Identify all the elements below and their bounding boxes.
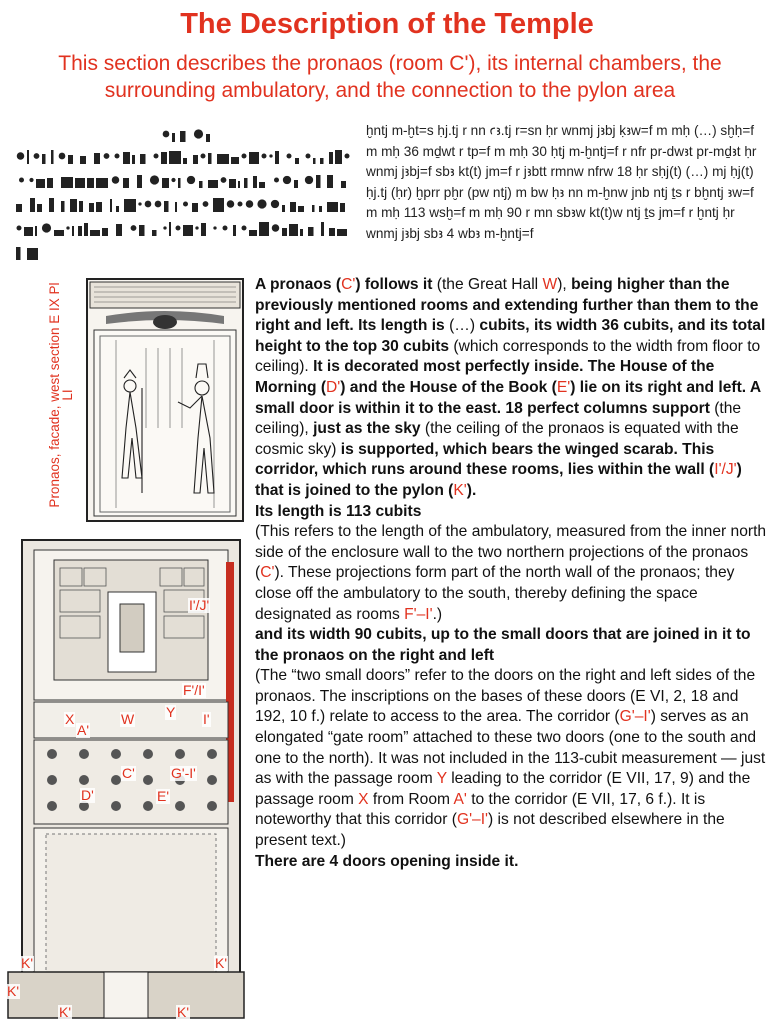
hieroglyph-mark [80,156,86,164]
p5-segment: ) serves as an elongated “gate room” attached to these two doors (one to the south and one to the north). It was not included in the 113-cubit measurement — just as with the passage room [255,708,766,788]
hieroglyph-mark [195,226,198,229]
hieroglyph-mark [90,230,100,236]
hieroglyph-mark [24,227,33,236]
hieroglyph-mark [313,158,316,164]
hieroglyph-mark [29,178,33,182]
p1-segment: cubits, its width 36 cubits, and its total height to the top 30 cubits [255,317,766,355]
hieroglyph-mark [115,154,120,159]
hieroglyph-mark [233,225,236,236]
hieroglyph-mark [61,201,65,212]
hieroglyph-mark [116,206,119,212]
p1-segment: K' [453,481,467,499]
p3-segment: C' [260,564,275,582]
plan-label-e: E' [157,788,170,804]
hieroglyph-mark [238,181,240,188]
hieroglyph-mark [180,131,186,142]
hieroglyph-mark [169,151,181,164]
hieroglyph-mark [308,227,314,236]
plan-column-mark [111,749,121,759]
plan-label-y: Y [166,704,176,720]
hieroglyph-mark [213,226,216,229]
plan-label-k2: K' [215,955,228,971]
hieroglyph-mark [319,206,322,212]
hieroglyph-mark [199,181,203,188]
p1-segment: ), [557,276,572,293]
paragraph-length-note [255,522,770,625]
p1-segment: just as the sky [313,420,421,438]
plan-label-fi: F'/I' [183,682,205,698]
hieroglyph-mark [47,178,53,188]
hieroglyph-mark [59,153,66,160]
hieroglyph-mark [193,155,198,164]
hieroglyph-mark [246,200,254,208]
hieroglyph-mark [131,225,137,231]
p1-segment: ) that is joined to the pylon ( [255,461,742,499]
p1-segment: ). [466,481,477,499]
p3-segment: (This refers to the length of the ambulatory, measured from the inner north side of the enclosure wall to the two northern projections of the pronaos ( [255,523,767,582]
hieroglyph-mark [162,178,169,188]
hieroglyph-mark [172,133,175,142]
plan-column-mark [47,775,57,785]
p1-segment: W [542,276,558,293]
page-title: The Description of the Temple [180,8,594,40]
hieroglyph-mark [123,152,130,164]
hieroglyph-mark [42,154,46,164]
hieroglyph-mark [289,224,298,236]
hieroglyph-mark [54,230,64,236]
hieroglyph-mark [300,229,303,236]
plan-column-mark [143,775,153,785]
hieroglyph-mark [275,151,279,164]
plan-column-mark [143,749,153,759]
hieroglyph-mark [94,153,100,164]
hieroglyph-mark [213,198,224,212]
plan-column-mark [47,801,57,811]
hieroglyph-mark [27,248,38,260]
hieroglyph-mark [340,203,345,212]
hieroglyph-mark [116,224,122,236]
transliteration-text: ḫntj m-ḫt=s ḥj.tj r nn ꜥꜣ.tj r=sn ḥr wnmj jꜣbj ḳꜣw=f m mḥ (…) sḫḥ=f m mḥ 36 mḏwt r tp=f m mḥ 30 ḥtj m-ḫntj=f r nfr pr-dwꜣt pr-mḏꜣt ḥr wnmj jꜣbj=f sbꜣ kt(t) jm=f r jꜣbtt rmnw nfrw 18 ḥr sḥj(t) (…) mj ḥj(t) ḥj.tj (ḥr) ḫprr pḫr (pw ntj) m bw ḥꜣ nn m-ḫnw jnb ntj ṯs r bḫntj ꜣw=f m mḥ 113 wsḫ=f m mḥ 90 r mn sbꜣw kt(t)w ntj ṯs jm=f r ḫntj ḥr wnmj jꜣbj sbꜣ 4 wbꜣ m-ḫntj=f [366,123,757,241]
hieroglyph-mark [78,226,82,236]
hieroglyph-mark [102,228,108,236]
hieroglyph-mark [183,202,188,207]
p1-segment: follows it [364,276,433,293]
hieroglyph-mark [208,180,218,188]
page-subtitle: This section describes the pronaos (room C'), its internal chambers, the surrounding ambulatory, and the connection to the pylon area [58,52,722,102]
p1-segment: It is decorated most perfectly inside. The House of the Morning ( [255,358,715,396]
hieroglyph-mark [329,228,335,236]
hieroglyph-mark [217,154,229,164]
hieroglyph-mark [192,203,198,212]
hieroglyph-mark [171,178,175,182]
hieroglyph-mark [72,226,74,236]
hieroglyph-mark [27,150,29,164]
p5-segment: leading to the corridor (E VII, 17, 9) and the passage room [255,770,751,808]
hieroglyph-mark [35,226,37,236]
hieroglyph-mark [321,222,324,236]
hieroglyph-mark [223,226,228,231]
p1-segment: (the Great Hall [432,276,543,293]
hieroglyph-mark [187,176,195,184]
plan-column-mark [207,775,217,785]
hieroglyph-mark [42,223,51,232]
p1-segment: (the ceiling of the pronaos is equated with the cosmic sky) [255,420,739,458]
paragraph-doors: There are 4 doors opening inside it. [255,852,519,870]
hieroglyph-mark [89,203,94,212]
facade-caption [48,280,74,510]
plan-label-k5: K' [177,1004,190,1020]
hieroglyph-mark [194,129,203,138]
hieroglyph-mark [37,204,42,212]
hieroglyph-mark [183,158,187,164]
plan-label-gi: G'-I' [171,765,196,781]
hieroglyph-mark [316,175,321,188]
hieroglyph-mark [51,150,54,164]
hieroglyph-mark [312,205,315,212]
hieroglyph-mark [259,182,265,188]
hieroglyph-mark [139,225,145,236]
hieroglyph-mark [203,201,209,207]
hieroglyph-mark [16,247,21,260]
hieroglyph-mark [201,154,206,159]
hieroglyph-mark [150,175,159,184]
hieroglyph-mark [68,155,73,164]
hieroglyph-mark [262,154,267,159]
p5-segment: from Room [368,790,454,808]
hieroglyph-mark [327,202,338,212]
plan-column-mark [79,749,89,759]
hieroglyph-mark [253,176,257,188]
hieroglyph-mark [206,134,210,142]
hieroglyph-mark [242,226,247,231]
p5-segment: X [358,790,369,808]
hieroglyph-mark [17,152,25,160]
hieroglyph-mark [96,178,108,188]
hieroglyph-mark [294,180,298,188]
p1-segment: ) [355,276,365,293]
hieroglyph-mark [163,226,166,229]
plan-label-x: X [65,711,75,727]
hieroglyph-mark [164,201,169,212]
hieroglyph-mark [287,154,292,159]
p5-segment: Y [436,770,447,788]
hieroglyphic-inscription-image [12,118,354,268]
plan-label-k1: K' [21,955,34,971]
plan-column-mark [207,749,217,759]
pronaos-facade-drawing [86,278,244,522]
p1-segment: ) lie on its right and left. A small door is within it to the east. 18 perfect columns support [255,378,761,417]
hieroglyph-mark [104,153,110,159]
hieroglyph-mark [123,178,129,188]
hieroglyph-mark [229,179,236,188]
hieroglyph-mark [271,200,279,208]
hieroglyph-mark [75,178,85,188]
p1-segment: being higher than the previously mentioned rooms and extending further than them to the right and left. Its length is [255,276,759,335]
plan-column-mark [79,775,89,785]
p5-segment: A' [453,790,467,808]
p5-segment: G'–I' [619,708,651,726]
hieroglyph-mark [137,175,142,188]
plan-label-ij: I'/J' [189,597,210,613]
hieroglyph-mark [257,199,266,208]
plan-column-mark [207,801,217,811]
hieroglyph-mark [112,176,120,184]
hieroglyph-mark [335,150,342,164]
hieroglyph-mark [249,152,259,164]
hieroglyph-mark [283,176,291,184]
hieroglyph-mark [282,228,287,236]
p1-segment: ) and the House of the Book ( [340,378,557,396]
hieroglyph-mark [345,154,350,159]
p1-segment: C' [341,276,356,293]
hieroglyph-mark [66,226,69,229]
hieroglyph-mark [17,226,22,231]
hieroglyph-mark [259,222,269,236]
plan-column-mark [143,801,153,811]
paragraph-pronaos [255,275,770,502]
hieroglyph-mark [282,205,285,212]
p3-segment: .) [432,605,443,623]
plan-label-i: I' [203,711,210,727]
hieroglyph-mark [152,230,157,236]
hieroglyph-mark [231,157,239,164]
hieroglyph-mark [208,153,212,164]
hieroglyph-mark [329,152,333,164]
hieroglyph-mark [70,199,77,212]
hieroglyph-mark [30,198,35,212]
hieroglyph-mark [298,206,304,212]
p5-segment: to the corridor (E VII, 17, 6 f.). It is noteworthy that this corridor ( [255,790,706,829]
hieroglyph-mark [87,178,94,188]
p3-segment: F'–I' [404,605,433,623]
p1-segment: E' [556,378,571,396]
plan-column-mark [175,801,185,811]
hieroglyph-mark [341,181,346,188]
paragraph-length: Its length is 113 cubits [255,502,422,520]
plan-label-a: A' [77,722,90,738]
hieroglyph-mark [221,177,227,183]
hieroglyph-mark [140,154,146,164]
hieroglyph-mark [110,199,112,212]
plan-label-d: D' [81,787,94,803]
p1-segment: is supported, which bears the winged scarab. This corridor, which runs around these rooms, lies within the wall ( [255,440,715,479]
hieroglyph-mark [175,202,177,212]
hieroglyph-mark [305,176,313,184]
plan-label-k3: K' [7,983,20,999]
hieroglyph-mark [34,153,40,159]
hieroglyph-mark [249,230,257,236]
hieroglyph-mark [124,199,136,212]
paragraph-doors-note [255,666,770,851]
p5-segment: G'–I' [456,811,489,829]
hieroglyph-mark [176,226,181,231]
paragraph-width: and its width 90 cubits, up to the small doors that are joined in it to the pronaos on the right and left [255,626,751,664]
facade-caption-label: Pronaos, facade, west section E IX Pl LI [47,282,75,508]
hieroglyph-mark [84,223,88,236]
hieroglyph-mark [96,202,102,212]
hieroglyph-mark [178,178,181,188]
hieroglyph-mark [154,154,159,159]
hieroglyph-mark [145,201,152,208]
hieroglyph-mark [138,202,141,205]
hieroglyph-mark [227,200,235,208]
plan-column-mark [111,801,121,811]
hieroglyph-mark [163,131,170,138]
hieroglyph-mark [274,178,279,183]
hieroglyph-mark [269,154,272,157]
hieroglyph-mark [16,204,22,212]
hieroglyph-mark [19,178,24,183]
p1-segment: D' [326,378,341,396]
p5-segment: (The “two small doors” refer to the doors on the right and left sides of the pronaos. The inscriptions on the bases of these doors (E VI, 2, 18 and 192, 10 f.) relate to access to the area. The corridor ( [255,667,756,726]
plan-label-w: W [121,711,135,727]
hieroglyph-mark [327,175,333,188]
p1-segment: (the ceiling), [255,399,742,438]
plan-column-mark [175,749,185,759]
p1-segment: A pronaos ( [255,276,342,293]
hieroglyph-mark [244,178,248,188]
hieroglyph-mark [132,155,135,164]
main-text [255,275,770,872]
hieroglyph-mark [161,152,167,164]
p1-segment: I'/J' [714,461,737,479]
hieroglyph-mark [320,158,324,164]
plan-label-c: C' [122,765,135,781]
hieroglyph-mark [79,201,83,212]
hieroglyph-mark [242,154,247,159]
hieroglyph-mark [183,225,193,236]
hieroglyph-mark [306,154,311,159]
hieroglyph-mark [49,198,54,212]
hieroglyph-mark [295,158,299,164]
p1-segment: (which corresponds to the width from floor to ceiling). [255,337,761,376]
hieroglyph-mark [36,179,45,188]
hieroglyph-mark [169,222,171,236]
p3-segment: ). These projections form part of the north wall of the pronaos; they close off the ambulatory to the south, thereby defining the space designated as rooms [255,564,735,623]
hieroglyph-mark [155,201,162,208]
plan-label-k4: K' [59,1004,72,1020]
hieroglyph-mark [272,224,280,232]
hieroglyph-mark [337,229,347,236]
hieroglyph-mark [290,202,296,212]
plan-column-mark [47,749,57,759]
hieroglyph-mark [61,177,73,188]
hieroglyph-mark [238,202,243,207]
plan-column-mark [111,775,121,785]
hieroglyph-mark [201,223,206,236]
p5-segment: ) is not described elsewhere in the present text.) [255,811,725,850]
p1-segment: (…) [444,317,480,335]
